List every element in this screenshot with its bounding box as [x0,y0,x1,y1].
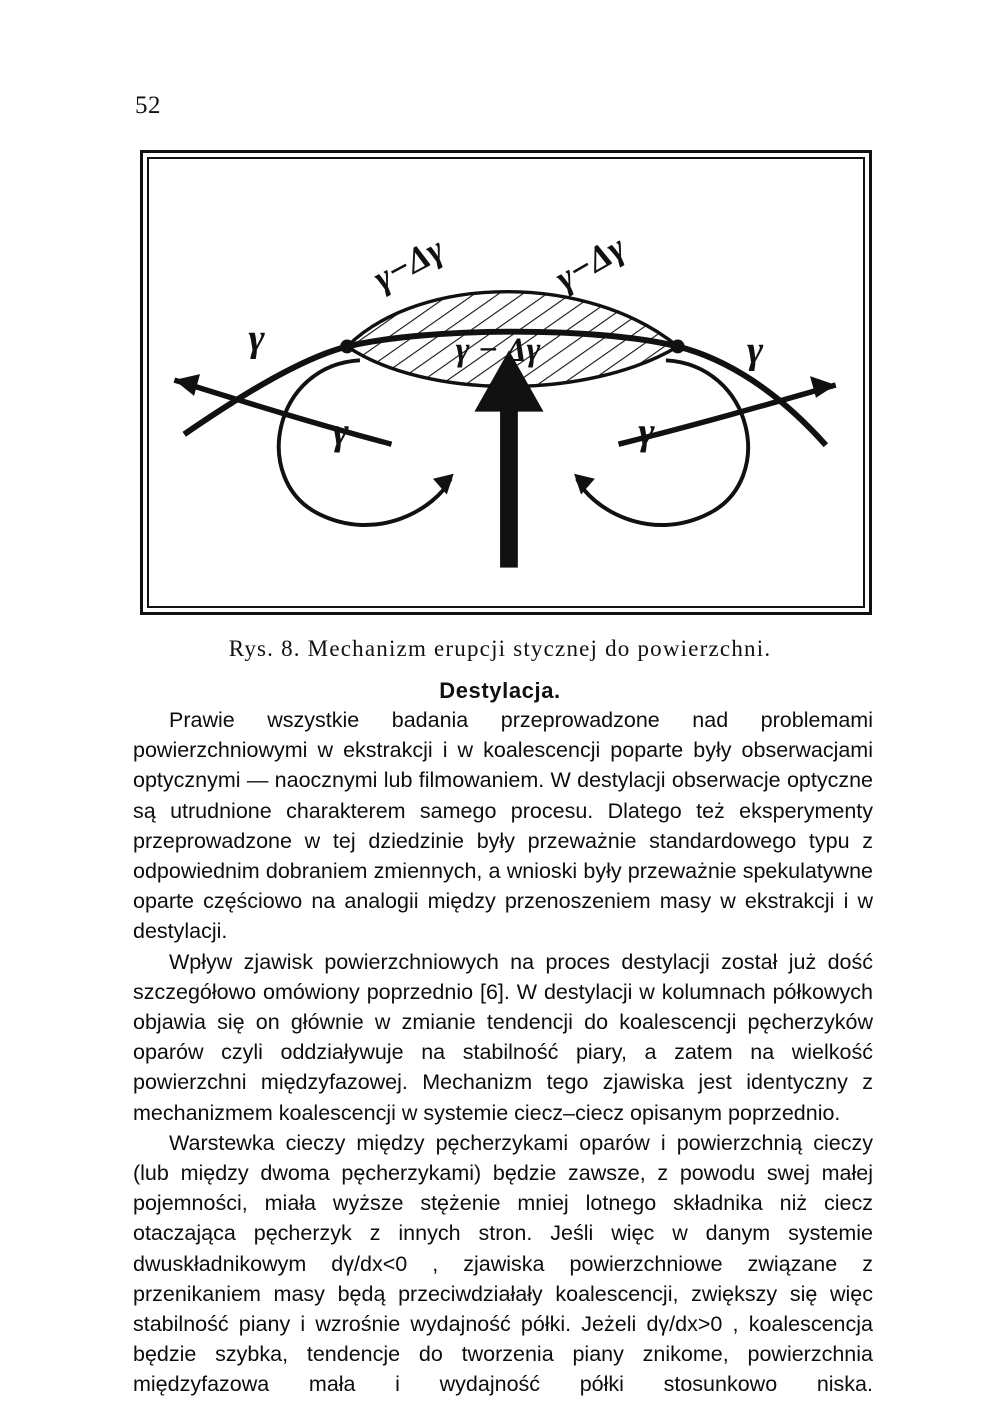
left-circulation-loop [279,360,451,525]
label-gamma-left: γ [248,315,265,360]
label-gamma-delta-center: γ − Δγ [455,331,541,369]
label-gamma-inner-right: γ [638,409,655,454]
label-gamma-delta-top-left: γ−Δγ [366,228,451,299]
left-flow-line [174,380,391,444]
paragraph-2: Wpływ zjawisk powierzchniowych na proces destylacji został już dość szczegółowo omówiony poprzednio [6]. W destylacji w kolumnach półkowych objawia się on głównie w zmianie tendencji do koalescencji pęcherzyków oparów czyli oddziaływuje na stabilność piary, a zatem na wielkość powierzchni międzyfazowej. Mechanizm tego zjawiska jest identyczny z mechanizmem koalescencji w systemie ciecz–ciecz opisanym poprzednio. [133,949,873,1125]
label-gamma-delta-top-right: γ−Δγ [548,226,632,299]
right-node [671,340,685,354]
section-heading: Destylacja. [439,678,561,703]
figure-container [140,150,872,615]
figure-caption: Rys. 8. Mechanizm erupcji stycznej do powierzchni. [228,636,772,661]
page-number: 52 [135,92,161,119]
paragraph-1: Prawie wszystkie badania przeprowadzone nad problemami powierzchniowymi w ekstrakcji i w koalescencji poparte były obserwacjami optycznymi — naocznymi lub filmowaniem. W destylacji obserwacje optyczne są utrudnione charakterem samego procesu. Dlatego też eksperymenty przeprowadzone w tej dziedzinie były przeważnie standardowego typu z odpowiednim dobraniem zmiennych, a wnioski były przeważnie spekulatywne oparte częściowo na analogii między przenoszeniem masy w ekstrakcji i w destylacji. [133,708,873,944]
body-text [133,705,873,1400]
label-gamma-right: γ [746,327,764,372]
figure-drawing [143,153,869,612]
left-flow-arrowhead [174,374,200,396]
right-flow-arrowhead [810,376,836,398]
right-circulation-loop [577,360,748,525]
label-gamma-inner-left: γ [332,409,349,454]
left-node [340,340,354,354]
paragraph-3: Warstewka cieczy między pęcherzykami oparów i powierzchnią cieczy (lub między dwoma pęcherzykami) będzie zawsze, z powodu swej małej pojemności, miała wyższe stężenie mniej lotnego składnika niż ciecz otaczająca pęcherzyk z innych stron. Jeśli więc w danym systemie dwuskładnikowym dγ/dx<0 , zjawiska powierzchniowe związane z przenikaniem masy będą przeciwdziałały koalescencji, zwiększy się więc stabilność piany i wzrośnie wydajność półki. Jeżeli dγ/dx>0 , koalescencja będzie szybka, tendencje do tworzenia piany znikome, powierzchnia międzyfazowa mała i wydajność półki stosunkowo niska. [133,1130,873,1397]
